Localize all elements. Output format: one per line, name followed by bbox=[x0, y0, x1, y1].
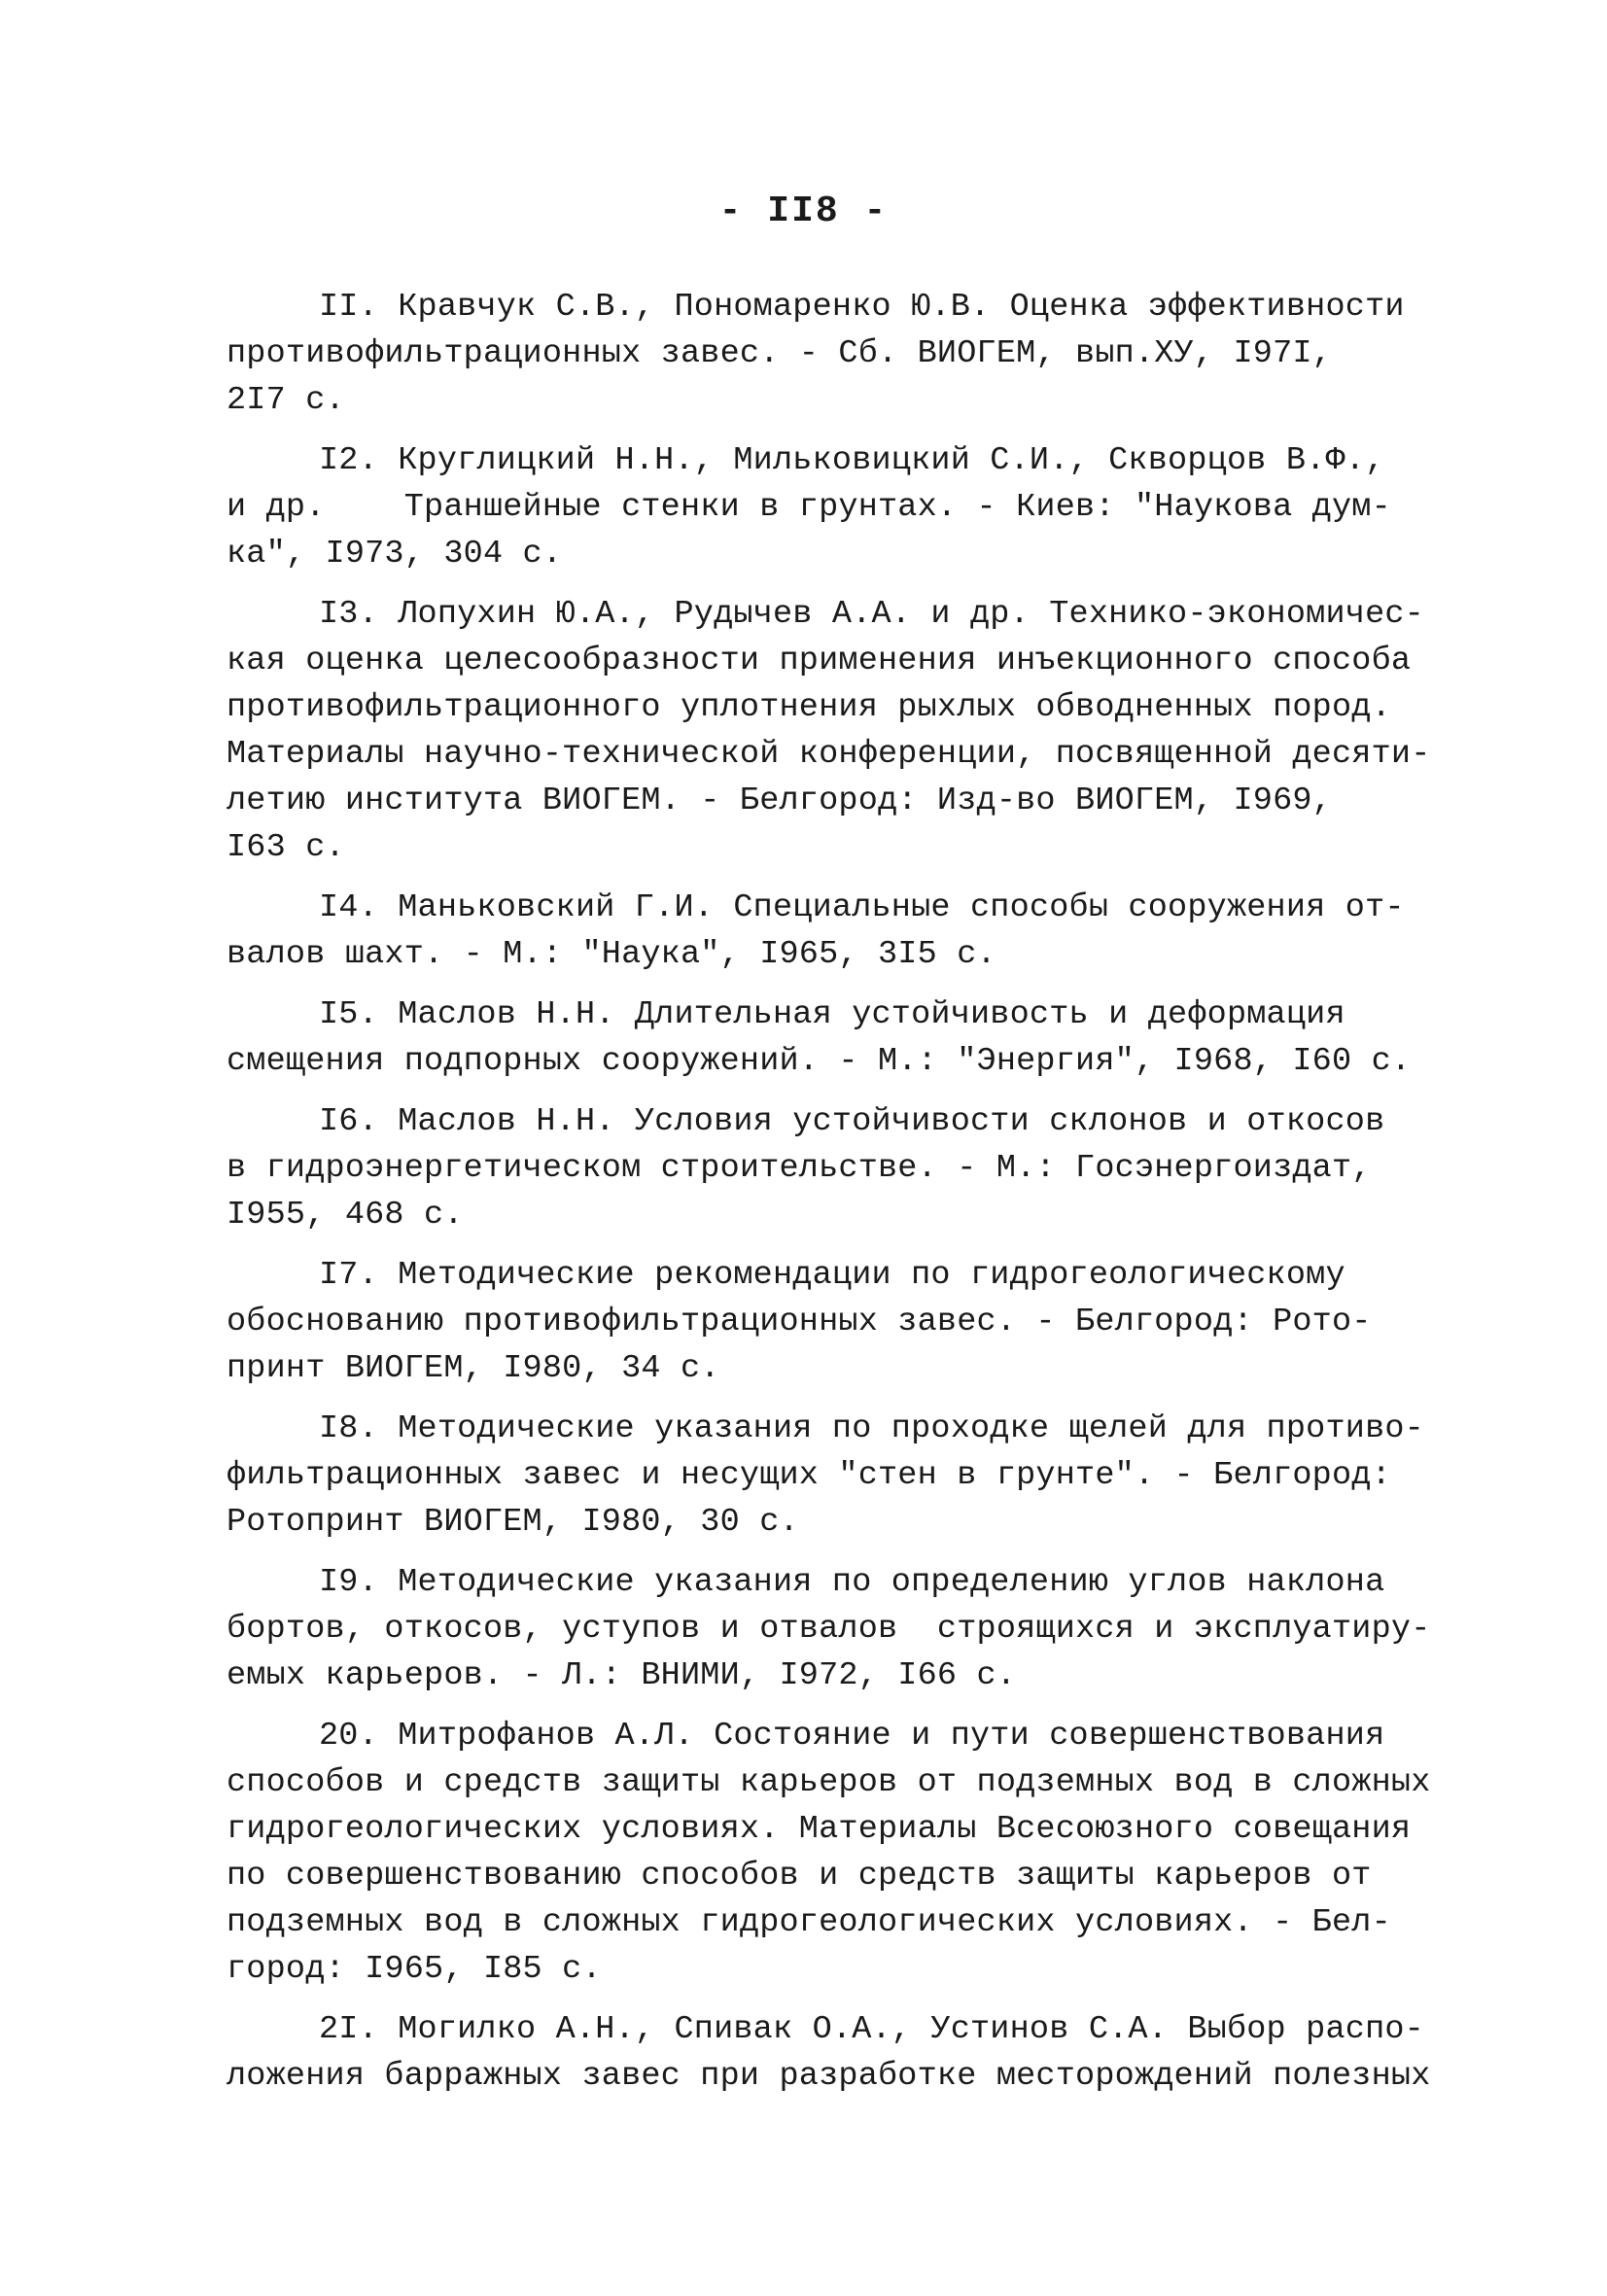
reference-entry-14 bbox=[227, 885, 1405, 978]
reference-line: I955, 468 с. bbox=[227, 1197, 464, 1234]
reference-line: ложения барражных завес при разработке месторождений полезных bbox=[227, 2058, 1431, 2095]
reference-line: I2. Круглицкий Н.Н., Мильковицкий С.И., Скворцов В.Ф., bbox=[319, 442, 1385, 479]
reference-line: ка", I973, 304 с. bbox=[227, 536, 563, 573]
reference-line: I5. Маслов Н.Н. Длительная устойчивость и деформация bbox=[319, 996, 1345, 1033]
reference-list bbox=[227, 284, 1431, 2113]
reference-entry-21 bbox=[227, 2006, 1431, 2100]
reference-line: 20. Митрофанов А.Л. Состояние и пути совершенствования bbox=[319, 1718, 1385, 1755]
reference-line: 2I7 с. bbox=[227, 382, 345, 419]
reference-line: бортов, откосов, уступов и отвалов строящихся и эксплуатиру- bbox=[227, 1611, 1431, 1648]
reference-line: II. Кравчук С.В., Пономаренко Ю.В. Оценка эффективности bbox=[319, 289, 1405, 326]
reference-line: город: I965, I85 с. bbox=[227, 1951, 602, 1988]
reference-line: емых карьеров. - Л.: ВНИМИ, I972, I66 с. bbox=[227, 1657, 1017, 1694]
page-number: - II8 - bbox=[718, 191, 889, 232]
reference-line: и др. Траншейные стенки в грунтах. - Киев: "Наукова дум- bbox=[227, 489, 1391, 526]
reference-line: принт ВИОГЕМ, I980, 34 с. bbox=[227, 1350, 720, 1387]
reference-line: по совершенствованию способов и средств защиты карьеров от bbox=[227, 1858, 1372, 1895]
reference-line: I8. Методические указания по проходке щелей для противо- bbox=[319, 1410, 1424, 1447]
reference-line: валов шахт. - М.: "Наука", I965, 3I5 с. bbox=[227, 936, 996, 973]
reference-line: гидрогеологических условиях. Материалы Всесоюзного совещания bbox=[227, 1811, 1412, 1848]
reference-line: I3. Лопухин Ю.А., Рудычев А.А. и др. Технико-экономичес- bbox=[319, 596, 1424, 633]
reference-line: I7. Методические рекомендации по гидрогеологическому bbox=[319, 1257, 1345, 1294]
reference-line: способов и средств защиты карьеров от подземных вод в сложных bbox=[227, 1764, 1431, 1801]
reference-entry-20 bbox=[227, 1713, 1431, 1993]
reference-line: противофильтрационного уплотнения рыхлых обводненных пород. bbox=[227, 689, 1391, 726]
reference-line: 2I. Могилко А.Н., Спивак О.А., Устинов С.А. Выбор распо- bbox=[319, 2011, 1424, 2048]
reference-line: Материалы научно-технической конференции, посвященной десяти- bbox=[227, 736, 1431, 773]
reference-line: подземных вод в сложных гидрогеологических условиях. - Бел- bbox=[227, 1904, 1391, 1941]
reference-entry-17 bbox=[227, 1252, 1393, 1392]
reference-line: I4. Маньковский Г.И. Специальные способы сооружения от- bbox=[319, 889, 1405, 926]
reference-line: I9. Методические указания по определению углов наклона bbox=[319, 1564, 1385, 1601]
reference-line: I63 с. bbox=[227, 829, 345, 866]
reference-entry-13 bbox=[227, 591, 1431, 871]
reference-line: противофильтрационных завес. - Сб. ВИОГЕМ, вып.ХУ, I97I, bbox=[227, 335, 1332, 372]
reference-entry-16 bbox=[227, 1098, 1393, 1238]
reference-entry-12 bbox=[227, 437, 1393, 577]
reference-entry-19 bbox=[227, 1559, 1431, 1699]
reference-entry-15 bbox=[227, 991, 1412, 1085]
reference-line: смещения подпорных сооружений. - М.: "Энергия", I968, I60 с. bbox=[227, 1043, 1412, 1080]
reference-line: Ротопринт ВИОГЕМ, I980, 30 с. bbox=[227, 1504, 799, 1541]
reference-line: обоснованию противофильтрационных завес. - Белгород: Рото- bbox=[227, 1304, 1372, 1340]
reference-line: летию института ВИОГЕМ. - Белгород: Изд-во ВИОГЕМ, I969, bbox=[227, 783, 1332, 819]
reference-entry-11 bbox=[227, 284, 1405, 424]
reference-line: кая оценка целесообразности применения инъекционного способа bbox=[227, 643, 1412, 679]
reference-line: в гидроэнергетическом строительстве. - М.: Госэнергоиздат, bbox=[227, 1150, 1372, 1187]
reference-line: фильтрационных завес и несущих "стен в грунте". - Белгород: bbox=[227, 1457, 1391, 1494]
reference-entry-18 bbox=[227, 1406, 1424, 1546]
reference-line: I6. Маслов Н.Н. Условия устойчивости склонов и откосов bbox=[319, 1103, 1385, 1140]
